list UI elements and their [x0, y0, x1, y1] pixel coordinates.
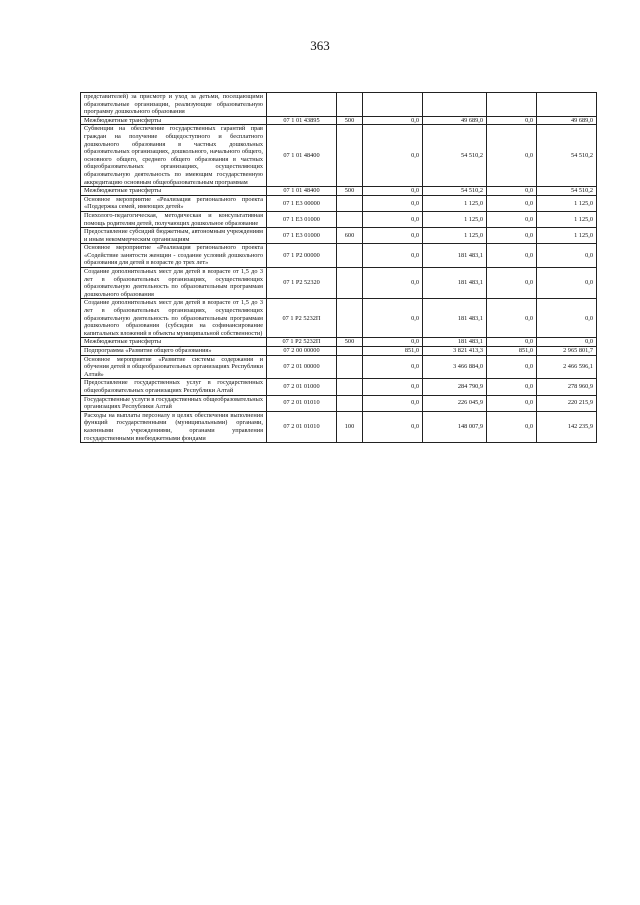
row-expense-type [337, 347, 363, 356]
row-name: представителей) за присмотр и уход за детьми, посещающими образовательные организации, реализующие образовательную программу дошкольного образования [81, 93, 267, 117]
row-value-4: 54 510,2 [537, 125, 597, 187]
row-name: Подпрограмма «Развитие общего образования» [81, 347, 267, 356]
row-value-2: 54 510,2 [423, 125, 487, 187]
row-value-1: 0,0 [363, 338, 423, 347]
row-expense-type: 100 [337, 411, 363, 442]
row-value-4: 1 125,0 [537, 228, 597, 244]
row-value-3: 0,0 [487, 355, 537, 379]
table-row [81, 411, 597, 442]
row-value-4: 49 689,0 [537, 116, 597, 125]
row-value-1: 0,0 [363, 379, 423, 395]
row-value-4: 0,0 [537, 268, 597, 299]
row-value-2: 181 483,1 [423, 299, 487, 338]
row-name: Основное мероприятие «Реализация регионального проекта «Содействие занятости женщин - создание условий дошкольного образования для детей в возрасте до трех лет» [81, 244, 267, 268]
row-value-3: 0,0 [487, 125, 537, 187]
row-name: Предоставление государственных услуг в государственных общеобразовательных организациях Республики Алтай [81, 379, 267, 395]
row-code: 07 2 01 00000 [267, 355, 337, 379]
row-value-4: 278 960,9 [537, 379, 597, 395]
row-value-3: 0,0 [487, 195, 537, 211]
row-expense-type: 600 [337, 228, 363, 244]
table-row [81, 395, 597, 411]
row-value-3: 0,0 [487, 338, 537, 347]
row-expense-type [337, 395, 363, 411]
table-row [81, 93, 597, 117]
page-number: 363 [310, 38, 330, 53]
row-value-3: 0,0 [487, 211, 537, 227]
row-name: Психолого-педагогическая, методическая и консультативная помощь родителям детей, получающих дошкольное образование [81, 211, 267, 227]
row-value-1: 851,0 [363, 347, 423, 356]
row-value-1: 0,0 [363, 187, 423, 196]
row-name: Создание дополнительных мест для детей в возрасте от 1,5 до 3 лет в образовательных организациях, осуществляющих образовательную деятельность по образовательным программам дошкольного образования [81, 268, 267, 299]
row-name: Межбюджетные трансферты [81, 338, 267, 347]
row-name: Субвенции на обеспечение государственных гарантий прав граждан на получение общедоступного и бесплатного дошкольного образования в частных дошкольных образовательных организациях, дошкольного, начального общего, основного общего, среднего общего образования в частных общеобразовательных организациях, осуществляющих образовательную деятельность по имеющим государственную аккредитацию основным общеобразовательным программам [81, 125, 267, 187]
row-value-3: 0,0 [487, 244, 537, 268]
row-value-2: 181 483,1 [423, 268, 487, 299]
row-name: Расходы на выплаты персоналу в целях обеспечения выполнения функций государственными (муниципальными) органами, казенными учреждениями, органами управления государственными внебюджетными фондами [81, 411, 267, 442]
row-value-2: 226 045,9 [423, 395, 487, 411]
table-row [81, 355, 597, 379]
row-code: 07 1 P2 5232П [267, 299, 337, 338]
row-value-2: 3 466 884,0 [423, 355, 487, 379]
row-value-3: 0,0 [487, 395, 537, 411]
row-value-3: 0,0 [487, 379, 537, 395]
row-value-2: 54 510,2 [423, 187, 487, 196]
row-value-1: 0,0 [363, 355, 423, 379]
row-value-2: 284 790,9 [423, 379, 487, 395]
table-row [81, 244, 597, 268]
row-code: 07 2 01 01000 [267, 379, 337, 395]
budget-table [80, 92, 597, 443]
row-value-1: 0,0 [363, 299, 423, 338]
row-value-4: 1 125,0 [537, 195, 597, 211]
row-value-4 [537, 93, 597, 117]
row-value-1: 0,0 [363, 395, 423, 411]
row-value-2: 148 007,9 [423, 411, 487, 442]
table-row [81, 195, 597, 211]
row-value-2: 1 125,0 [423, 211, 487, 227]
row-expense-type: 500 [337, 116, 363, 125]
row-code: 07 1 01 48400 [267, 187, 337, 196]
row-expense-type [337, 268, 363, 299]
table-row [81, 379, 597, 395]
row-value-4: 142 235,9 [537, 411, 597, 442]
row-value-1: 0,0 [363, 116, 423, 125]
row-expense-type [337, 244, 363, 268]
row-value-4: 0,0 [537, 244, 597, 268]
row-value-2: 181 483,1 [423, 338, 487, 347]
row-value-1: 0,0 [363, 268, 423, 299]
row-expense-type [337, 125, 363, 187]
row-expense-type [337, 355, 363, 379]
row-code: 07 1 P2 52320 [267, 268, 337, 299]
table-row [81, 187, 597, 196]
row-value-4: 2 965 801,7 [537, 347, 597, 356]
row-code: 07 1 E3 01000 [267, 228, 337, 244]
table-row [81, 228, 597, 244]
row-code: 07 1 P2 5232П [267, 338, 337, 347]
row-name: Предоставление субсидий бюджетным, автономным учреждениям и иным некоммерческим организациям [81, 228, 267, 244]
row-expense-type [337, 195, 363, 211]
row-value-3: 0,0 [487, 187, 537, 196]
row-code: 07 1 01 48400 [267, 125, 337, 187]
row-value-2: 3 821 413,3 [423, 347, 487, 356]
row-value-1: 0,0 [363, 195, 423, 211]
row-code: 07 1 E3 00000 [267, 195, 337, 211]
row-code [267, 93, 337, 117]
row-value-4: 0,0 [537, 338, 597, 347]
table-row [81, 268, 597, 299]
row-name: Межбюджетные трансферты [81, 187, 267, 196]
row-code: 07 2 01 01010 [267, 411, 337, 442]
row-name: Основное мероприятие «Реализация регионального проекта «Поддержка семей, имеющих детей» [81, 195, 267, 211]
row-value-2: 1 125,0 [423, 195, 487, 211]
row-value-3: 0,0 [487, 268, 537, 299]
table-row [81, 211, 597, 227]
row-value-2: 1 125,0 [423, 228, 487, 244]
row-value-3: 0,0 [487, 116, 537, 125]
row-value-3: 0,0 [487, 411, 537, 442]
row-code: 07 1 P2 00000 [267, 244, 337, 268]
row-name: Создание дополнительных мест для детей в возрасте от 1,5 до 3 лет в образовательных организациях, осуществляющих образовательную деятельность по образовательным программам дошкольного образования (субсидии на софинансирование капитальных вложений в объекты муниципальной собственности) [81, 299, 267, 338]
row-value-3 [487, 93, 537, 117]
row-value-3: 0,0 [487, 299, 537, 338]
row-value-3: 851,0 [487, 347, 537, 356]
row-value-1: 0,0 [363, 244, 423, 268]
row-value-1: 0,0 [363, 211, 423, 227]
row-code: 07 1 01 43895 [267, 116, 337, 125]
row-value-4: 220 215,9 [537, 395, 597, 411]
table-row [81, 347, 597, 356]
row-value-1: 0,0 [363, 411, 423, 442]
row-code: 07 2 00 00000 [267, 347, 337, 356]
table-row [81, 299, 597, 338]
row-code: 07 2 01 01010 [267, 395, 337, 411]
row-name: Межбюджетные трансферты [81, 116, 267, 125]
row-expense-type [337, 379, 363, 395]
row-expense-type: 500 [337, 187, 363, 196]
row-value-2: 49 689,0 [423, 116, 487, 125]
row-name: Основное мероприятие «Развитие системы содержания и обучения детей в общеобразовательных организациях Республики Алтай» [81, 355, 267, 379]
table-row [81, 125, 597, 187]
row-name: Государственные услуги в государственных общеобразовательных организациях Республики Алтай [81, 395, 267, 411]
row-value-3: 0,0 [487, 228, 537, 244]
row-expense-type [337, 93, 363, 117]
row-code: 07 1 E3 01000 [267, 211, 337, 227]
row-value-2: 181 483,1 [423, 244, 487, 268]
row-value-2 [423, 93, 487, 117]
row-expense-type [337, 211, 363, 227]
budget-table-body [81, 93, 597, 443]
row-value-1: 0,0 [363, 228, 423, 244]
row-value-1: 0,0 [363, 125, 423, 187]
table-row [81, 338, 597, 347]
row-value-4: 2 466 596,1 [537, 355, 597, 379]
row-value-4: 54 510,2 [537, 187, 597, 196]
row-value-4: 1 125,0 [537, 211, 597, 227]
row-value-1 [363, 93, 423, 117]
row-expense-type: 500 [337, 338, 363, 347]
table-row [81, 116, 597, 125]
row-expense-type [337, 299, 363, 338]
row-value-4: 0,0 [537, 299, 597, 338]
